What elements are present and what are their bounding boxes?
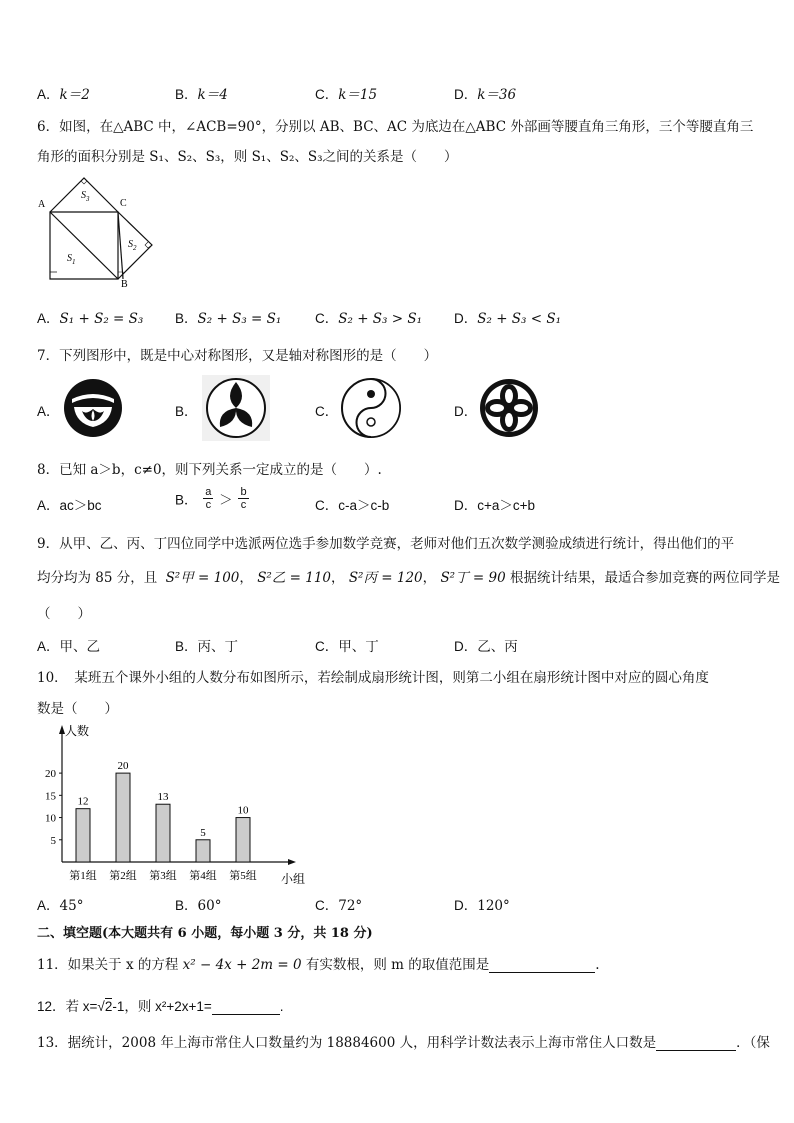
option-math: k＝4: [197, 87, 228, 103]
option-label: B．: [175, 311, 198, 326]
option-text: 45°: [59, 898, 84, 914]
q10-option-a[interactable]: [37, 894, 83, 914]
option-text: 72°: [338, 898, 363, 914]
option-label: D．: [454, 404, 478, 419]
q9-option-a[interactable]: [37, 635, 100, 655]
x-axis-arrow: [288, 859, 296, 865]
option-label: D．: [454, 639, 478, 654]
q9-stem-line3: （ ）: [37, 606, 91, 622]
bar-value-label: 5: [200, 826, 206, 839]
bar: [156, 804, 170, 862]
option-label: D．: [454, 498, 478, 513]
category-label: 第5组: [229, 870, 257, 882]
q9-stem-line1: 9．从甲、乙、丙、丁四位同学中选派两位选手参加数学竞赛，老师对他们五次数学测验成绩进行统计，得出他们的平: [37, 536, 735, 552]
option-text: c-a＞c-b: [338, 498, 390, 513]
variance-yi: S²乙 = 110: [257, 570, 332, 586]
option-math: k＝36: [477, 87, 517, 103]
four-petal-emblem-icon: [478, 377, 540, 439]
answer-blank[interactable]: [212, 1000, 280, 1015]
option-label: D．: [454, 311, 478, 326]
option-label: A．: [37, 87, 60, 102]
option-math: S₂ + S₃ < S₁: [477, 311, 562, 327]
option-label: C．: [315, 498, 339, 513]
category-label: 第1组: [69, 870, 97, 882]
variance-bing: S²丙 = 120: [348, 570, 423, 586]
option-label: B．: [175, 492, 198, 508]
option-math: S₁ + S₂ = S₃: [59, 311, 144, 327]
q10-option-c[interactable]: [315, 894, 362, 914]
q5-option-d[interactable]: [454, 83, 516, 103]
q9-option-b[interactable]: [175, 635, 238, 655]
q6-option-b[interactable]: [175, 307, 281, 327]
option-label: A．: [37, 639, 60, 654]
leg-bc: [118, 212, 123, 279]
yin-yang-icon: [340, 377, 402, 439]
y-tick-label: 10: [45, 812, 56, 825]
option-label: A．: [37, 498, 60, 513]
y-axis-title: 人数: [65, 724, 90, 738]
q10-option-b[interactable]: [175, 894, 221, 914]
q10-stem-line2: 数是（ ）: [37, 701, 118, 717]
q9-stem-line2: 均分均为 85 分，且 S²甲 = 100， S²乙 = 110， S²丙 = 120， S²丁 = 90 根据统计结果，最适合参加竞赛的两位同学是: [37, 570, 780, 586]
y-tick-label: 5: [50, 834, 56, 847]
option-label: B．: [175, 639, 198, 654]
stem-text: ．（保: [736, 1035, 770, 1051]
option-label: D．: [454, 87, 478, 102]
area-s2-label: $S_2$: [128, 239, 137, 252]
option-math: k＝2: [59, 87, 90, 103]
bar: [236, 818, 250, 862]
option-label: C．: [315, 898, 339, 913]
option-text: 60°: [197, 898, 222, 914]
option-label: B．: [175, 87, 198, 102]
option-label: C．: [315, 404, 339, 419]
y-tick-label: 20: [45, 768, 56, 781]
q8-option-a[interactable]: [37, 494, 102, 514]
bowl-emblem-icon: [62, 377, 124, 439]
group-size-bar-chart: [38, 722, 308, 887]
stem-text: .: [595, 957, 600, 973]
q6-option-a[interactable]: [37, 307, 143, 327]
option-text: 乙、丙: [477, 639, 518, 655]
q13-stem: [37, 1031, 770, 1051]
q8-stem: 8．已知 a＞b，c≠0，则下列关系一定成立的是（ ）.: [37, 462, 382, 478]
option-text: ac＞bc: [59, 498, 102, 513]
vertex-c-label: C: [120, 198, 127, 209]
q8-option-d[interactable]: [454, 494, 535, 514]
q5-option-c[interactable]: [315, 83, 377, 103]
stem-text: 均分均为 85 分，且: [37, 570, 158, 586]
option-label: C．: [315, 311, 339, 326]
bar-value-label: 12: [77, 795, 89, 808]
option-label: C．: [315, 87, 339, 102]
q7-option-a[interactable]: [37, 400, 60, 420]
area-s1-label: $S_1$: [67, 253, 76, 266]
bar: [196, 840, 210, 862]
q6-stem-line1: 6．如图，在△ABC 中，∠ACB=90°，分别以 AB、BC、AC 为底边在△ABC 外部画等腰直角三角形，三个等腰直角三: [37, 119, 754, 135]
q5-option-a[interactable]: [37, 83, 90, 103]
option-label: B．: [175, 898, 198, 913]
q7-stem: 7．下列图形中，既是中心对称图形，又是轴对称图形的是（ ）: [37, 348, 438, 364]
bar: [116, 773, 130, 862]
option-label: B．: [175, 404, 198, 419]
x-axis-title: 小组: [281, 872, 306, 886]
option-text: 120°: [477, 898, 510, 914]
option-label: A．: [37, 311, 60, 326]
q6-option-c[interactable]: [315, 307, 422, 327]
option-math: S₂ + S₃ = S₁: [197, 311, 282, 327]
chart-plot-area: [45, 723, 305, 886]
bar-value-label: 10: [237, 804, 249, 817]
category-label: 第3组: [149, 870, 177, 882]
category-label: 第2组: [109, 870, 137, 882]
answer-blank[interactable]: [489, 958, 595, 973]
q6-stem-line2: 角形的面积分别是 S₁、S₂、S₃，则 S₁、S₂、S₃之间的关系是（ ）: [37, 149, 458, 165]
vertex-b-label: B: [121, 279, 128, 290]
right-angle-mark: [81, 178, 87, 184]
hypotenuse-ab: [50, 212, 118, 279]
variance-jia: S²甲 = 100: [165, 570, 240, 586]
q8-option-c[interactable]: [315, 494, 389, 514]
q10-option-d[interactable]: [454, 894, 510, 914]
stem-text: -1，则 x²+2x+1=: [112, 999, 212, 1014]
stem-text: 有实数根，则 m 的取值范围是: [305, 957, 490, 973]
q7-option-c[interactable]: [315, 400, 338, 420]
option-text: 甲、丁: [338, 639, 379, 655]
bar-value-label: 20: [117, 760, 129, 773]
q8-option-b[interactable]: [175, 486, 251, 511]
q10-stem-line1: 10． 某班五个课外小组的人数分布如图所示，若绘制成扇形统计图，则第二小组在扇形统计图中对应的圆心角度: [37, 670, 709, 686]
q11-stem: [37, 953, 600, 973]
radicand: 2: [104, 999, 113, 1014]
stem-text: 11．如果关于 x 的方程: [37, 957, 179, 973]
option-text: 丙、丁: [197, 639, 239, 655]
vertex-a-label: A: [38, 199, 46, 210]
variance-ding: S²丁 = 90: [440, 570, 506, 586]
answer-blank[interactable]: [656, 1036, 736, 1051]
q9-option-c[interactable]: [315, 635, 379, 655]
bar-value-label: 13: [157, 791, 169, 804]
q12-stem: [37, 995, 284, 1015]
sqrt-sign: √: [97, 999, 105, 1014]
stem-text: 13．据统计，2008 年上海市常住人口数量约为 18884600 人，用科学计数法表示上海市常住人口数是: [37, 1035, 657, 1051]
right-angle-mark: [50, 272, 57, 279]
stem-text: 根据统计结果，最适合参加竞赛的两位同学是: [509, 570, 780, 586]
option-label: A．: [37, 404, 60, 419]
stem-text: .: [279, 999, 284, 1014]
area-s3-label: $S_3$: [81, 190, 90, 203]
q6-option-d[interactable]: [454, 307, 561, 327]
y-tick-label: 15: [45, 790, 56, 803]
q9-option-d[interactable]: [454, 635, 518, 655]
option-label: D．: [454, 898, 478, 913]
q7-option-d[interactable]: [454, 400, 477, 420]
relation-symbol: ＞: [219, 492, 233, 508]
option-text: 甲、乙: [59, 639, 101, 655]
q7-option-b[interactable]: [175, 400, 198, 420]
option-math: S₂ + S₃ > S₁: [338, 311, 423, 327]
fraction-b-over-c: $\frac{b}{c}$: [240, 486, 247, 511]
three-leaf-emblem-icon: [202, 375, 270, 441]
q6-triangle-figure: [30, 170, 170, 290]
equation: x² − 4x + 2m = 0: [182, 957, 302, 973]
category-label: 第4组: [189, 870, 217, 882]
option-text: c+a＞c+b: [477, 498, 536, 513]
option-label: A．: [37, 898, 60, 913]
section-heading: 二、填空题(本大题共有 6 小题，每小题 3 分，共 18 分): [37, 926, 373, 941]
fraction-a-over-c: $\frac{a}{c}$: [205, 486, 212, 511]
right-angle-mark: [145, 242, 152, 248]
q5-option-b[interactable]: [175, 83, 228, 103]
option-math: k＝15: [338, 87, 378, 103]
option-label: C．: [315, 639, 339, 654]
stem-text: 12．若 x=: [37, 999, 98, 1014]
bar: [76, 809, 90, 862]
